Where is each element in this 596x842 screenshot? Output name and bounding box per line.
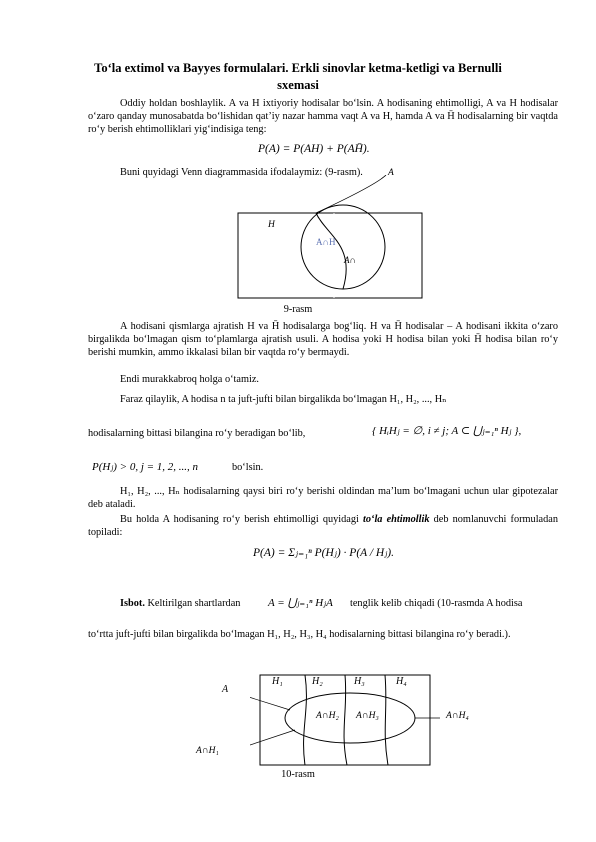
label-h1: H₁: [272, 676, 283, 687]
formula-positive-prob: P(Hⱼ) > 0, j = 1, 2, ..., n: [92, 461, 199, 473]
label-a-h4: A∩H₄: [446, 711, 469, 721]
paragraph-assume: Faraz qilaylik, A hodisa n ta juft-jufti bilan birgalikda bo‘lmagan H₁, H₂, ..., Hₙ: [120, 394, 447, 405]
partition-line-1: [304, 675, 307, 765]
partition-line-3: [385, 675, 388, 765]
paragraph-partition: A hodisani qismlarga ajratish H va H̄ hodisalarga bog‘liq. H va H̄ hodisalar – A hodisani ikkita o‘zaro birgalikda bo‘lmagan qism to‘plamlarga ajratish usuli. A hodisa yoki H hodisa bilan yoki H̄ hodisa bilan ro‘y berishi mumkin, ammo ikkalasi bilan bir vaqtda ro‘y bermaydi.: [88, 321, 558, 358]
leader-line-a: [316, 175, 386, 213]
proof-text-a: tenglik kelib chiqadi (10-rasmda A hodisa: [350, 598, 523, 609]
figure-10-caption: 10-rasm: [281, 769, 315, 780]
formula-total-two: P(A) = P(AH) + P(AH̄).: [258, 143, 370, 155]
leader-a-h1: [250, 730, 295, 750]
circle-a: [301, 205, 385, 289]
paragraph-intro: Oddiy holdan boshlaylik. A va H ixtiyoriy hodisalar bo‘lsin. A hodisaning ehtimolligi, A va H hodisalar o‘zaro qanday munosabatda bo‘lishidan qat’iy nazar hamma vaqt A va H, hamda A va H̄ hodisalarning bir vaqtda ro‘y berish ehtimolliklari yig‘indisiga teng:: [88, 98, 558, 135]
paragraph-hypotheses: H₁, H₂, ..., Hₙ hodisalarning qaysi biri ro‘y berishi oldindan ma’lum bo‘lmagani uchun ular gipotezalar deb ataladi.: [88, 486, 558, 510]
label-a-h3: A∩H₃: [356, 711, 379, 721]
label-a-intersect-h: A∩H: [316, 237, 336, 247]
formula-union: A = ⋃ⱼ₌₁ⁿ HⱼA: [268, 597, 333, 609]
paragraph-assume-cont: hodisalarning bittasi bilangina ro‘y beradigan bo‘lib,: [88, 428, 306, 439]
label-h2: H₂: [312, 676, 323, 687]
label-h4: H₄: [396, 676, 407, 687]
paragraph-complex: Endi murakkabroq holga o‘tamiz.: [120, 374, 259, 385]
text-bolsin: bo‘lsin.: [232, 462, 264, 473]
formula-total-probability: P(A) = Σⱼ₌₁ⁿ P(Hⱼ) · P(A / Hⱼ).: [253, 547, 394, 559]
proof-label: Isbot. Keltirilgan shartlardan: [120, 598, 241, 609]
leader-a: [250, 688, 290, 710]
paragraph-venn-intro: Buni quyidagi Venn diagrammasida ifodalaymiz: (9-rasm).: [120, 167, 363, 178]
universe-rect: [238, 213, 422, 298]
h-boundary-curve: [316, 213, 346, 289]
paragraph-total-prob: Bu holda A hodisaning ro‘y berish ehtimolligi quyidagi to‘la ehtimollik deb nomlanuvchi formuladan topiladi:: [88, 514, 558, 538]
label-a-10: A: [222, 684, 229, 695]
label-a: A: [388, 168, 394, 178]
formula-conditions: { HᵢHⱼ = ∅, i ≠ j; A ⊂ ⋃ⱼ₌₁ⁿ Hⱼ },: [372, 425, 522, 437]
label-a-h2: A∩H₂: [316, 711, 339, 721]
ellipse-a: [285, 693, 415, 743]
label-h3: H₃: [354, 676, 365, 687]
label-h: H: [268, 220, 275, 230]
partition-line-2: [344, 675, 347, 765]
page-title: To‘la extimol va Bayyes formulalari. Erkli sinovlar ketma-ketligi va Bernulli sxemasi: [94, 61, 502, 92]
figure-9-caption: 9-rasm: [283, 304, 313, 315]
label-a-intersect-hbar: A∩: [344, 255, 356, 265]
label-a-h1: A∩H₁: [196, 746, 219, 756]
proof-text-b: to‘rtta juft-jufti bilan birgalikda bo‘lmagan H₁, H₂, H₃, H₄ hodisalarning bittasi bilangina ro‘y beradi.).: [88, 629, 511, 640]
